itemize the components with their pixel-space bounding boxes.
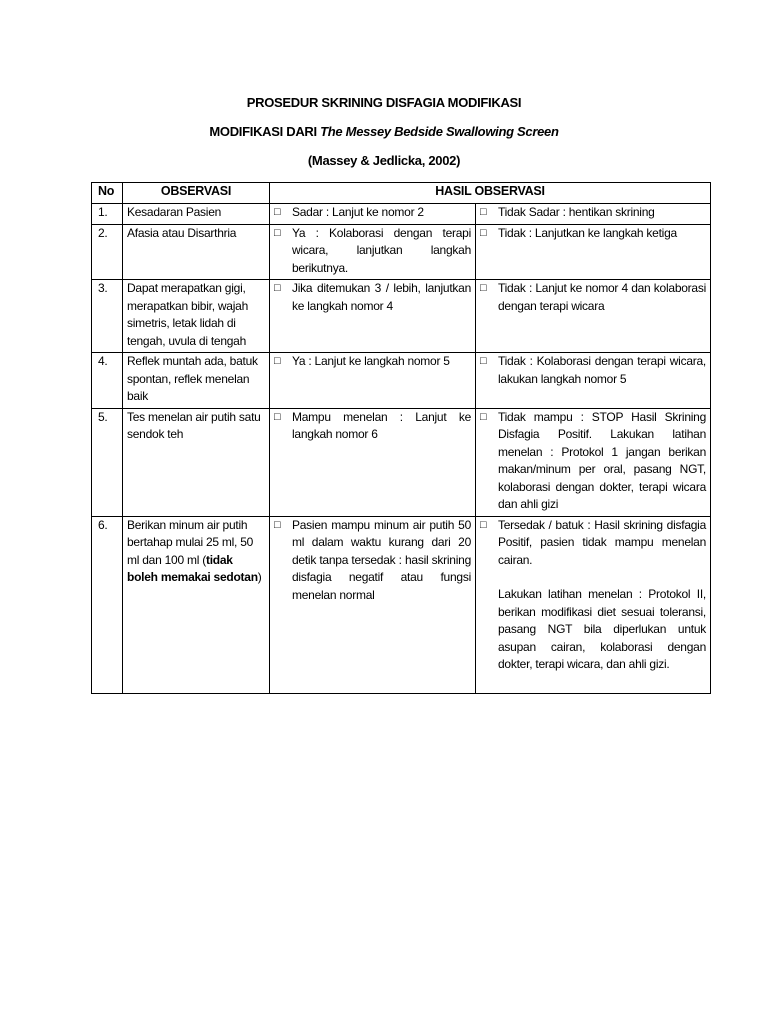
checkbox-icon[interactable]: □ xyxy=(480,206,487,218)
row-number: 2. xyxy=(92,224,123,280)
result-no-text: Tidak : Kolaborasi dengan terapi wicara, lakukan langkah nomor 5 xyxy=(498,354,707,386)
checkbox-icon[interactable]: □ xyxy=(274,355,281,367)
header-observasi: OBSERVASI xyxy=(123,183,270,204)
observation-warning: tidak boleh memakai sedotan xyxy=(127,552,258,584)
table-row xyxy=(92,204,711,225)
checkbox-icon[interactable]: □ xyxy=(480,282,487,294)
result-no-cell xyxy=(476,353,711,409)
observation-close: ) xyxy=(257,570,262,584)
result-yes-cell xyxy=(270,353,476,409)
result-no-text: Tidak : Lanjutkan ke langkah ketiga xyxy=(498,225,677,240)
result-yes-text: Ya : Lanjut ke langkah nomor 5 xyxy=(292,354,450,368)
result-yes-text: Ya : Kolaborasi dengan terapi wicara, lanjutkan langkah berikutnya. xyxy=(292,225,471,275)
document-title: PROSEDUR SKRINING DISFAGIA MODIFIKASI xyxy=(246,95,522,110)
header-hasil-observasi: HASIL OBSERVASI xyxy=(270,183,711,204)
result-no-text: Tidak Sadar : hentikan skrining xyxy=(498,205,655,219)
document-subtitle xyxy=(0,124,768,139)
subtitle-prefix: MODIFIKASI DARI xyxy=(209,124,317,139)
result-no-cell xyxy=(476,280,711,353)
screening-table xyxy=(91,182,711,694)
table-row xyxy=(92,353,711,409)
row-number: 3. xyxy=(92,280,123,353)
checkbox-icon[interactable]: □ xyxy=(274,206,281,218)
row-observation: Tes menelan air putih satu sendok teh xyxy=(123,408,270,516)
row-observation: Dapat merapatkan gigi, merapatkan bibir, wajah simetris, letak lidah di tengah, uvula di tengah xyxy=(123,280,270,353)
result-yes-text: Pasien mampu minum air putih 50 ml dalam waktu kurang dari 20 detik tanpa tersedak : hasil skrining disfagia negatif atau fungsi menelan normal xyxy=(292,517,471,602)
row-number: 4. xyxy=(92,353,123,409)
result-no-text: Tersedak / batuk : Hasil skrining disfagia Positif, pasien tidak mampu menelan cairan. xyxy=(498,517,707,567)
result-yes-text: Jika ditemukan 3 / lebih, lanjutkan ke langkah nomor 4 xyxy=(292,281,471,313)
result-yes-cell xyxy=(270,280,476,353)
checkbox-icon[interactable]: □ xyxy=(480,518,487,531)
table-row xyxy=(92,280,711,353)
row-number: 6. xyxy=(92,516,123,693)
result-yes-cell xyxy=(270,224,476,280)
row-observation: Afasia atau Disarthria xyxy=(123,224,270,280)
checkbox-icon[interactable]: □ xyxy=(274,226,281,239)
result-no-text: Tidak mampu : STOP Hasil Skrining Disfagia Positif. Lakukan latihan menelan : Protokol 1 jangan berikan makan/minum per oral, pasang NGT, kolaborasi dengan dokter, terapi wicara dan ahli gizi xyxy=(498,409,707,511)
checkbox-icon[interactable]: □ xyxy=(480,355,487,367)
document-citation: (Massey & Jedlicka, 2002) xyxy=(307,153,461,168)
result-no-followup: Lakukan latihan menelan : Protokol II, berikan modifikasi diet sesuai toleransi, pasang NGT bila diperlukan untuk asupan cairan, kolaborasi dengan dokter, terapi wicara, dan ahli gizi. xyxy=(498,587,707,671)
result-yes-cell xyxy=(270,204,476,225)
result-no-text: Tidak : Lanjut ke nomor 4 dan kolaborasi dengan terapi wicara xyxy=(498,281,707,313)
checkbox-icon[interactable]: □ xyxy=(480,410,487,423)
result-yes-text: Mampu menelan : Lanjut ke langkah nomor 6 xyxy=(292,409,471,441)
checkbox-icon[interactable]: □ xyxy=(274,282,281,294)
result-yes-text: Sadar : Lanjut ke nomor 2 xyxy=(292,205,424,219)
row-number: 1. xyxy=(92,204,123,225)
row-observation: Reflek muntah ada, batuk spontan, reflek menelan baik xyxy=(123,353,270,409)
subtitle-source: The Messey Bedside Swallowing Screen xyxy=(320,124,559,139)
table-row xyxy=(92,516,711,693)
row-observation xyxy=(123,516,270,693)
checkbox-icon[interactable]: □ xyxy=(274,518,281,531)
observation-text: Berikan minum air putih bertahap mulai 25 ml, 50 ml dan 100 ml ( xyxy=(127,517,254,567)
result-yes-cell xyxy=(270,408,476,516)
result-no-cell xyxy=(476,204,711,225)
result-yes-cell xyxy=(270,516,476,693)
table-row xyxy=(92,408,711,516)
row-observation: Kesadaran Pasien xyxy=(123,204,270,225)
result-no-cell xyxy=(476,224,711,280)
checkbox-icon[interactable]: □ xyxy=(274,410,281,423)
result-no-cell xyxy=(476,408,711,516)
result-no-cell xyxy=(476,516,711,693)
table-header-row xyxy=(92,183,711,204)
checkbox-icon[interactable]: □ xyxy=(480,226,487,239)
header-no: No xyxy=(92,183,123,204)
table-row xyxy=(92,224,711,280)
row-number: 5. xyxy=(92,408,123,516)
